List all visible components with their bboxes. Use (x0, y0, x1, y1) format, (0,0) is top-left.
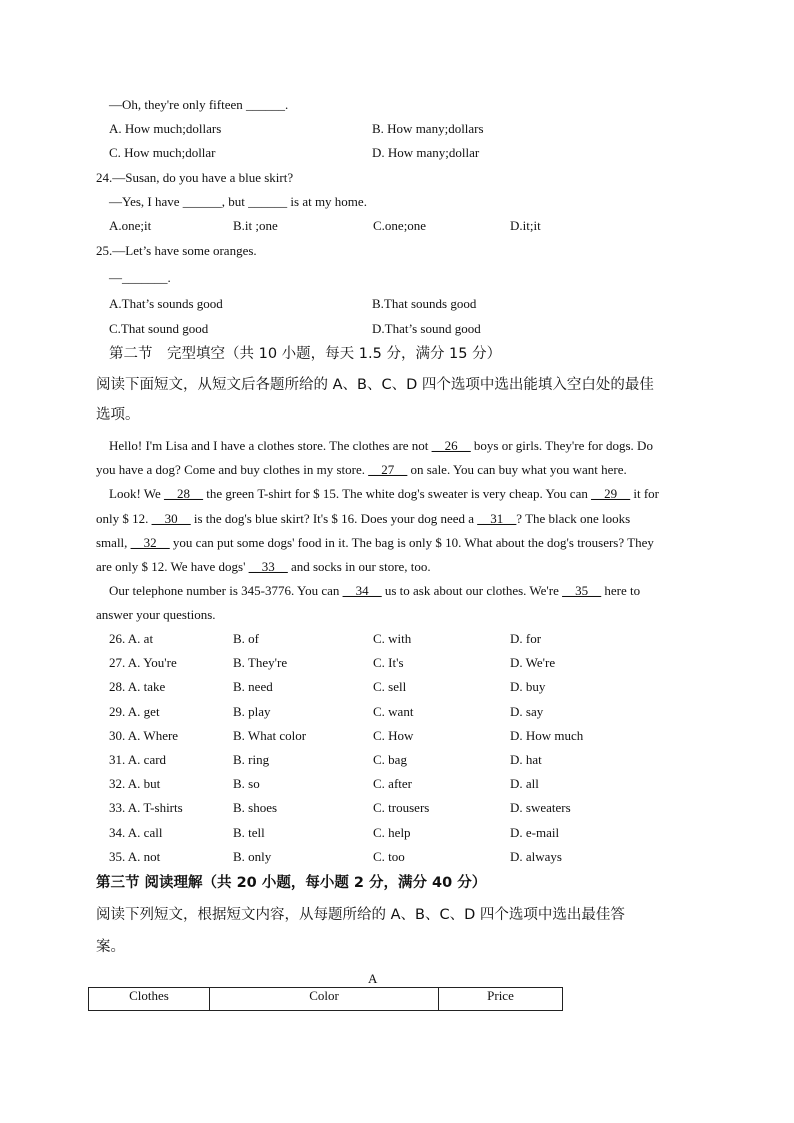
table-header-row (89, 988, 563, 1011)
blank-32: __32__ (130, 535, 170, 550)
q24-option-d: D.it;it (510, 218, 541, 233)
cloze-option-29-c: C. want (373, 704, 414, 719)
q25-option-d: D.That’s sound good (372, 321, 481, 336)
passage-line-6: are only $ 12. We have dogs' __33__ and socks in our store, too. (96, 559, 431, 574)
cloze-option-31-c: C. bag (373, 752, 407, 767)
q23-option-c: C. How much;dollar (109, 145, 216, 160)
blank-28: __28__ (164, 486, 204, 501)
q25-answer-line: —_______. (109, 270, 171, 285)
cloze-option-32-c: C. after (373, 776, 412, 791)
cloze-option-35-d: D. always (510, 849, 562, 864)
cloze-option-31-d: D. hat (510, 752, 542, 767)
cloze-option-26-d: D. for (510, 631, 542, 646)
passage-line-7: Our telephone number is 345-3776. You can __34__ us to ask about our clothes. We're __35__ here to (109, 583, 641, 598)
passage-line-3: Look! We __28__ the green T-shirt for $ 15. The white dog's sweater is very cheap. You can __29__ it for (109, 486, 659, 501)
cloze-option-34-c: C. help (373, 825, 411, 840)
cloze-option-32-a: 32. A. but (109, 776, 161, 791)
passage-line-1: Hello! I'm Lisa and I have a clothes store. The clothes are not __26__ boys or girls. They're for dogs. Do (109, 438, 653, 453)
q23-answer-line: —Oh, they're only fifteen ______. (109, 97, 289, 112)
blank-33: __33__ (248, 559, 288, 574)
cloze-option-33-a: 33. A. T-shirts (109, 800, 183, 815)
cloze-option-30-c: C. How (373, 728, 414, 743)
cloze-option-30-a: 30. A. Where (109, 728, 179, 743)
section3-heading: 第三节 阅读理解（共 20 小题，每小题 2 分，满分 40 分） (96, 875, 487, 891)
cloze-option-34-a: 34. A. call (109, 825, 163, 840)
cloze-option-29-a: 29. A. get (109, 704, 160, 719)
cloze-option-27-d: D. We're (510, 655, 556, 670)
cloze-option-30-d: D. How much (510, 728, 584, 743)
q25-option-b: B.That sounds good (372, 296, 477, 311)
cloze-option-33-c: C. trousers (373, 800, 430, 815)
blank-27: __27__ (368, 462, 408, 477)
section2-instruction-line2: 选项。 (96, 407, 140, 423)
cloze-option-31-a: 31. A. card (109, 752, 167, 767)
cloze-option-33-d: D. sweaters (510, 800, 571, 815)
blank-26: __26__ (431, 438, 471, 453)
blank-35: __35__ (562, 583, 602, 598)
q24-answer-line: —Yes, I have ______, but ______ is at my home. (109, 194, 367, 209)
cloze-option-35-b: B. only (233, 849, 272, 864)
q24-question: 24.—Susan, do you have a blue skirt? (96, 170, 294, 185)
cloze-option-28-c: C. sell (373, 679, 407, 694)
table-header-clothes: Clothes (89, 988, 210, 1011)
q23-option-d: D. How many;dollar (372, 145, 480, 160)
cloze-option-31-b: B. ring (233, 752, 270, 767)
cloze-option-27-c: C. It's (373, 655, 404, 670)
section3-instruction-line1: 阅读下列短文，根据短文内容，从每题所给的 A、B、C、D 四个选项中选出最佳答 (96, 907, 625, 923)
blank-34: __34__ (342, 583, 382, 598)
cloze-option-26-b: B. of (233, 631, 259, 646)
q24-option-c: C.one;one (373, 218, 427, 233)
passage-line-4: only $ 12. __30__ is the dog's blue skirt? It's $ 16. Does your dog need a __31__? The black one looks (96, 511, 631, 526)
cloze-option-27-b: B. They're (233, 655, 288, 670)
cloze-option-26-c: C. with (373, 631, 412, 646)
cloze-option-28-b: B. need (233, 679, 273, 694)
blank-30: __30__ (151, 511, 191, 526)
passage-line-8: answer your questions. (96, 607, 216, 622)
q23-option-b: B. How many;dollars (372, 121, 484, 136)
cloze-option-28-a: 28. A. take (109, 679, 166, 694)
q24-option-b: B.it ;one (233, 218, 278, 233)
q25-question: 25.—Let’s have some oranges. (96, 243, 257, 258)
cloze-option-32-b: B. so (233, 776, 260, 791)
q24-option-a: A.one;it (109, 218, 152, 233)
cloze-option-29-b: B. play (233, 704, 271, 719)
passage-line-5: small, __32__ you can put some dogs' food in it. The bag is only $ 10. What about the dog's trousers? They (96, 535, 654, 550)
cloze-option-32-d: D. all (510, 776, 539, 791)
section2-instruction-line1: 阅读下面短文，从短文后各题所给的 A、B、C、D 四个选项中选出能填入空白处的最佳 (96, 377, 654, 393)
q25-option-c: C.That sound good (109, 321, 209, 336)
q25-option-a: A.That’s sounds good (109, 296, 223, 311)
blank-29: __29__ (591, 486, 631, 501)
section2-heading: 第二节 完型填空（共 10 小题，每天 1.5 分，满分 15 分） (109, 346, 502, 362)
cloze-option-26-a: 26. A. at (109, 631, 154, 646)
price-table (88, 987, 563, 1011)
passage-a-label: A (368, 971, 378, 986)
q23-option-a: A. How much;dollars (109, 121, 222, 136)
cloze-option-28-d: D. buy (510, 679, 546, 694)
cloze-option-34-b: B. tell (233, 825, 265, 840)
cloze-option-29-d: D. say (510, 704, 544, 719)
cloze-option-35-c: C. too (373, 849, 405, 864)
table-header-color: Color (210, 988, 439, 1011)
table-header-price: Price (439, 988, 563, 1011)
cloze-option-33-b: B. shoes (233, 800, 278, 815)
blank-31: __31__ (477, 511, 517, 526)
cloze-option-35-a: 35. A. not (109, 849, 161, 864)
passage-line-2: you have a dog? Come and buy clothes in my store. __27__ on sale. You can buy what you want here. (96, 462, 627, 477)
section3-instruction-line2: 案。 (96, 939, 125, 955)
cloze-option-34-d: D. e-mail (510, 825, 560, 840)
cloze-option-30-b: B. What color (233, 728, 307, 743)
cloze-option-27-a: 27. A. You're (109, 655, 177, 670)
